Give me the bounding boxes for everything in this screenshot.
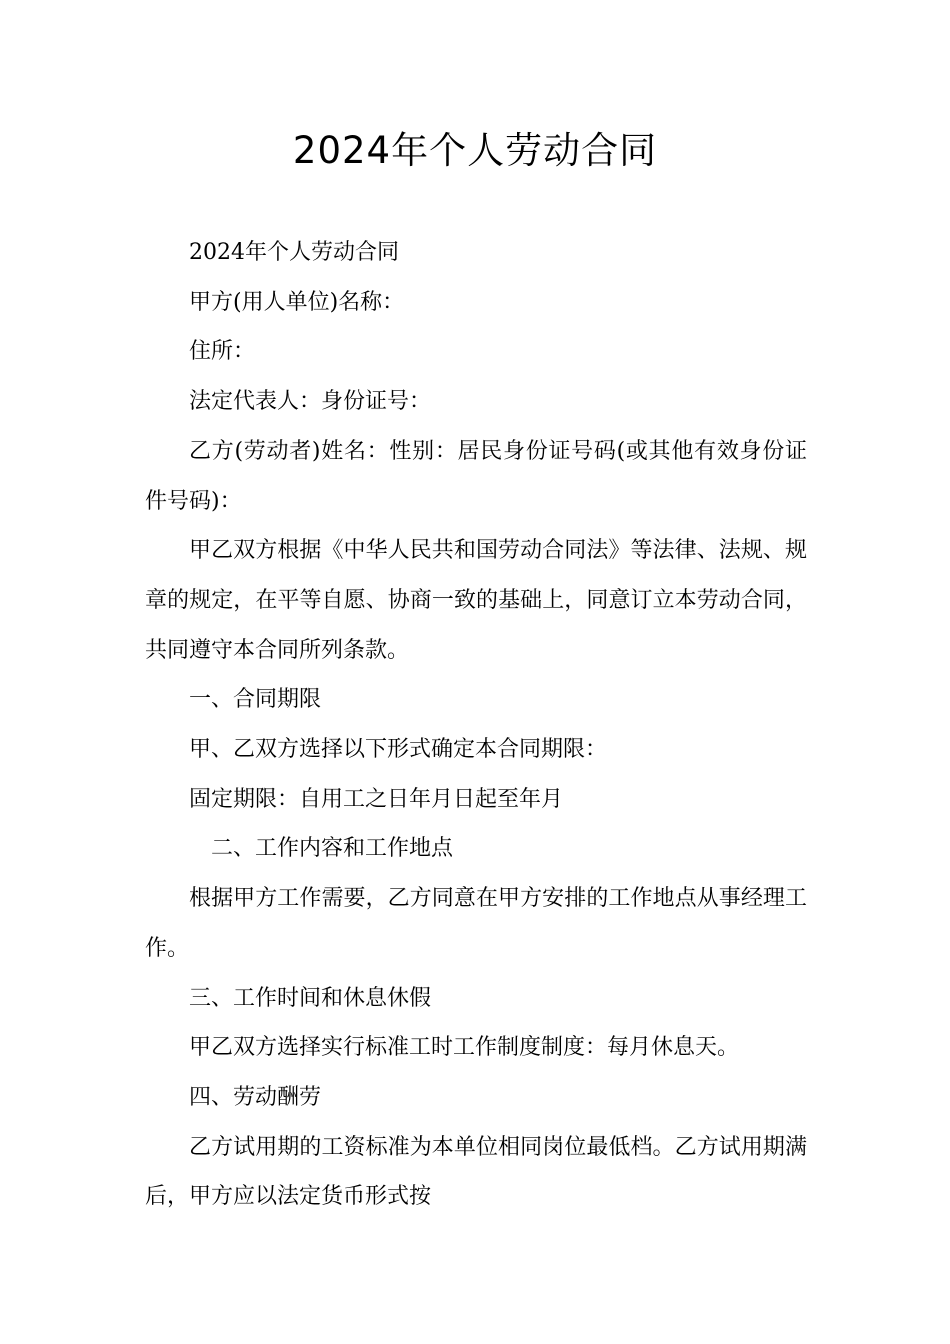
paragraph-preamble: 甲乙双方根据《中华人民共和国劳动合同法》等法律、法规、规章的规定，在平等自愿、协商一致的基础上，同意订立本劳动合同，共同遵守本合同所列条款。 — [145, 538, 807, 663]
section-heading-working-hours: 三、工作时间和休息休假 — [189, 985, 432, 1011]
paragraph-remuneration: 乙方试用期的工资标准为本单位相同岗位最低档。乙方试用期满后，甲方应以法定货币形式按 — [145, 1134, 807, 1210]
document-body — [145, 228, 807, 1222]
paragraph-party-b-info: 乙方(劳动者)姓名：性别：居民身份证号码(或其他有效身份证件号码)： — [145, 438, 807, 514]
section-heading-contract-term: 一、合同期限 — [189, 687, 322, 713]
paragraph-fixed-term: 固定期限：自用工之日年月日起至年月 — [189, 786, 564, 812]
paragraph-working-hours: 甲乙双方选择实行标准工时工作制度制度：每月休息天。 — [189, 1035, 740, 1061]
document-title: 2024年个人劳动合同 — [292, 129, 658, 172]
paragraph-term-choice: 甲、乙双方选择以下形式确定本合同期限： — [189, 737, 608, 763]
section-heading-remuneration: 四、劳动酬劳 — [189, 1084, 322, 1110]
section-heading-work-content: 二、工作内容和工作地点 — [211, 836, 454, 862]
paragraph-legal-representative: 法定代表人：身份证号： — [189, 389, 432, 415]
paragraph-heading-repeat: 2024年个人劳动合同 — [189, 240, 399, 265]
paragraph-address: 住所： — [189, 339, 256, 365]
paragraph-work-content: 根据甲方工作需要，乙方同意在甲方安排的工作地点从事经理工作。 — [145, 886, 807, 961]
paragraph-party-a-name: 甲方(用人单位)名称： — [189, 289, 405, 315]
